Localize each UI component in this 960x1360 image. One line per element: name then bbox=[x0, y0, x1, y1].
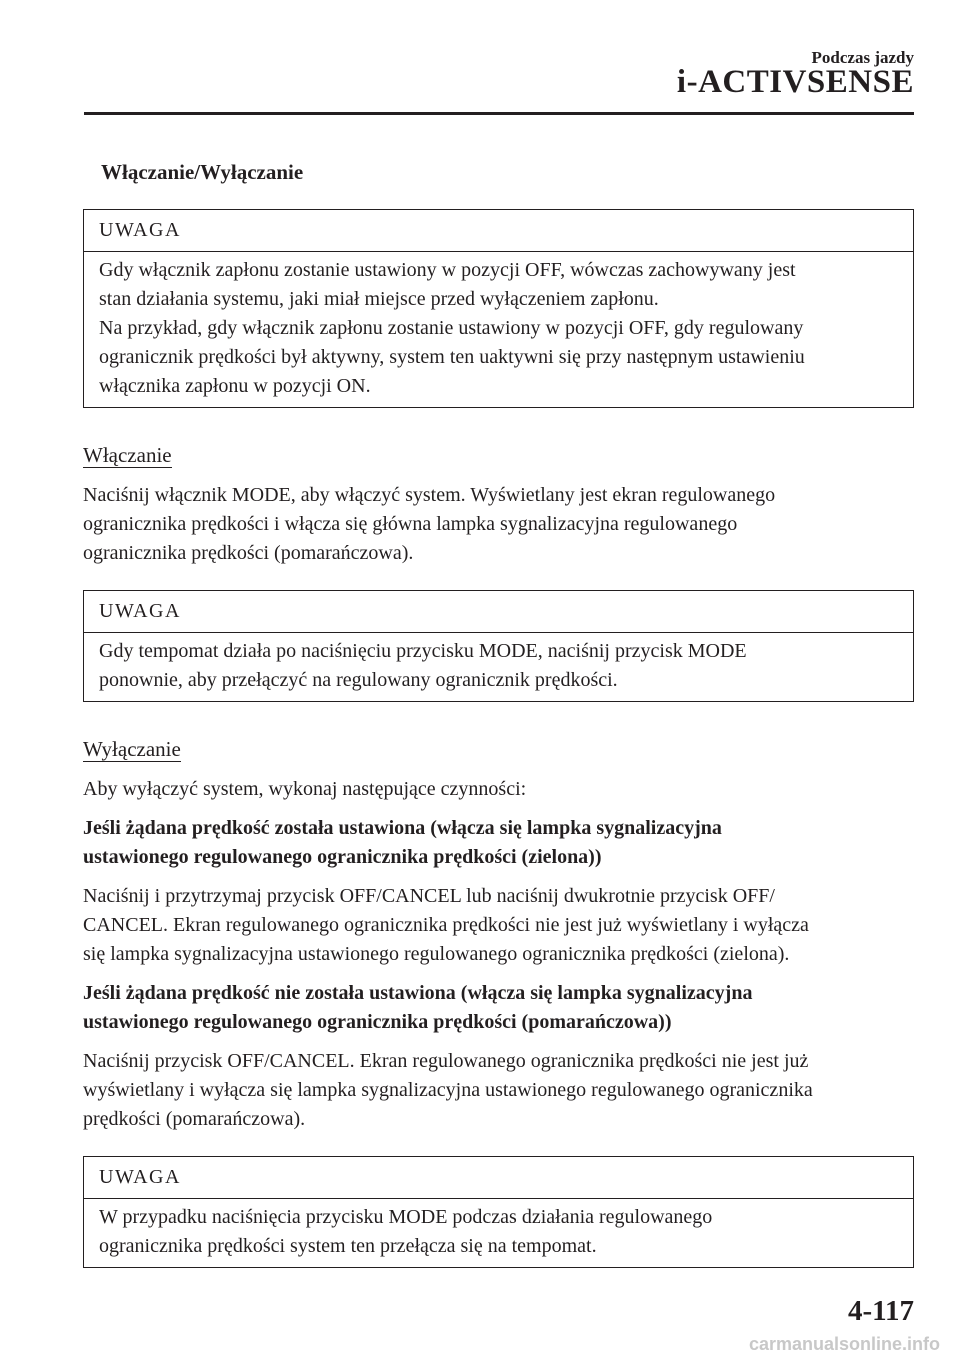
note-line: ogranicznika prędkości system ten przełącza się na tempomat. bbox=[99, 1235, 597, 1257]
note-line: stan działania systemu, jaki miał miejsce przed wyłączeniem zapłonu. bbox=[99, 288, 659, 310]
on-heading-wrap bbox=[83, 442, 914, 471]
note-box-1 bbox=[83, 209, 914, 408]
on-paragraph bbox=[83, 481, 914, 568]
text-line: ogranicznika prędkości i włącza się główna lampka sygnalizacyjna regulowanego bbox=[83, 513, 738, 535]
section-title: Włączanie/Wyłączanie bbox=[101, 160, 304, 184]
page-content bbox=[83, 158, 914, 1268]
note-box-2 bbox=[83, 590, 914, 702]
note-box-3 bbox=[83, 1156, 914, 1268]
text-line: Naciśnij przycisk OFF/CANCEL. Ekran regulowanego ogranicznika prędkości nie jest już bbox=[83, 1050, 809, 1072]
text-line: prędkości (pomarańczowa). bbox=[83, 1108, 306, 1130]
note-label: UWAGA bbox=[84, 591, 913, 633]
note-line: ponownie, aby przełączyć na regulowany ogranicznik prędkości. bbox=[99, 669, 618, 691]
note-line: Gdy tempomat działa po naciśnięciu przycisku MODE, naciśnij przycisk MODE bbox=[99, 640, 747, 662]
text-line: CANCEL. Ekran regulowanego ogranicznika prędkości nie jest już wyświetlany i wyłącza bbox=[83, 914, 809, 936]
note-text bbox=[84, 633, 913, 701]
note-label: UWAGA bbox=[84, 1157, 913, 1199]
off-heading-wrap bbox=[83, 736, 914, 765]
note-label: UWAGA bbox=[84, 210, 913, 252]
page-number: 4-117 bbox=[847, 1295, 914, 1327]
watermark: carmanualsonline.info bbox=[748, 1334, 940, 1354]
text-line: Naciśnij i przytrzymaj przycisk OFF/CANCEL lub naciśnij dwukrotnie przycisk OFF/ bbox=[83, 885, 775, 907]
on-heading: Włączanie bbox=[83, 443, 172, 467]
case2-body bbox=[83, 1047, 914, 1134]
case2-title bbox=[83, 979, 914, 1037]
text-line: się lampka sygnalizacyjna ustawionego regulowanego ogranicznika prędkości (zielona). bbox=[83, 943, 790, 965]
case1-title bbox=[83, 814, 914, 872]
note-line: Na przykład, gdy włącznik zapłonu zostanie ustawiony w pozycji OFF, gdy regulowany bbox=[99, 317, 804, 339]
case1-body bbox=[83, 882, 914, 969]
text-line: ustawionego regulowanego ogranicznika prędkości (zielona)) bbox=[83, 846, 602, 868]
note-text bbox=[84, 1199, 913, 1267]
text-line: ustawionego regulowanego ogranicznika prędkości (pomarańczowa)) bbox=[83, 1011, 672, 1033]
text-line: Jeśli żądana prędkość nie została ustawiona (włącza się lampka sygnalizacyjna bbox=[83, 982, 753, 1004]
text-line: ogranicznika prędkości (pomarańczowa). bbox=[83, 542, 414, 564]
header-title: i-ACTIVSENSE bbox=[676, 64, 914, 100]
text-line: Jeśli żądana prędkość została ustawiona (włącza się lampka sygnalizacyjna bbox=[83, 817, 722, 839]
note-line: W przypadku naciśnięcia przycisku MODE podczas działania regulowanego bbox=[99, 1206, 713, 1228]
note-line: włącznika zapłonu w pozycji ON. bbox=[99, 375, 371, 397]
text-line: Naciśnij włącznik MODE, aby włączyć system. Wyświetlany jest ekran regulowanego bbox=[83, 484, 776, 506]
note-line: ogranicznik prędkości był aktywny, system ten uaktywni się przy następnym ustawieniu bbox=[99, 346, 805, 368]
off-intro: Aby wyłączyć system, wykonaj następujące czynności: bbox=[83, 778, 527, 800]
header-rule bbox=[84, 112, 914, 115]
note-line: Gdy włącznik zapłonu zostanie ustawiony w pozycji OFF, wówczas zachowywany jest bbox=[99, 259, 796, 281]
text-line: wyświetlany i wyłącza się lampka sygnalizacyjna ustawionego regulowanego ogranicznika bbox=[83, 1079, 813, 1101]
off-heading: Wyłączanie bbox=[83, 737, 181, 761]
note-text bbox=[84, 252, 913, 407]
header-section-label: Podczas jazdy bbox=[811, 48, 914, 67]
